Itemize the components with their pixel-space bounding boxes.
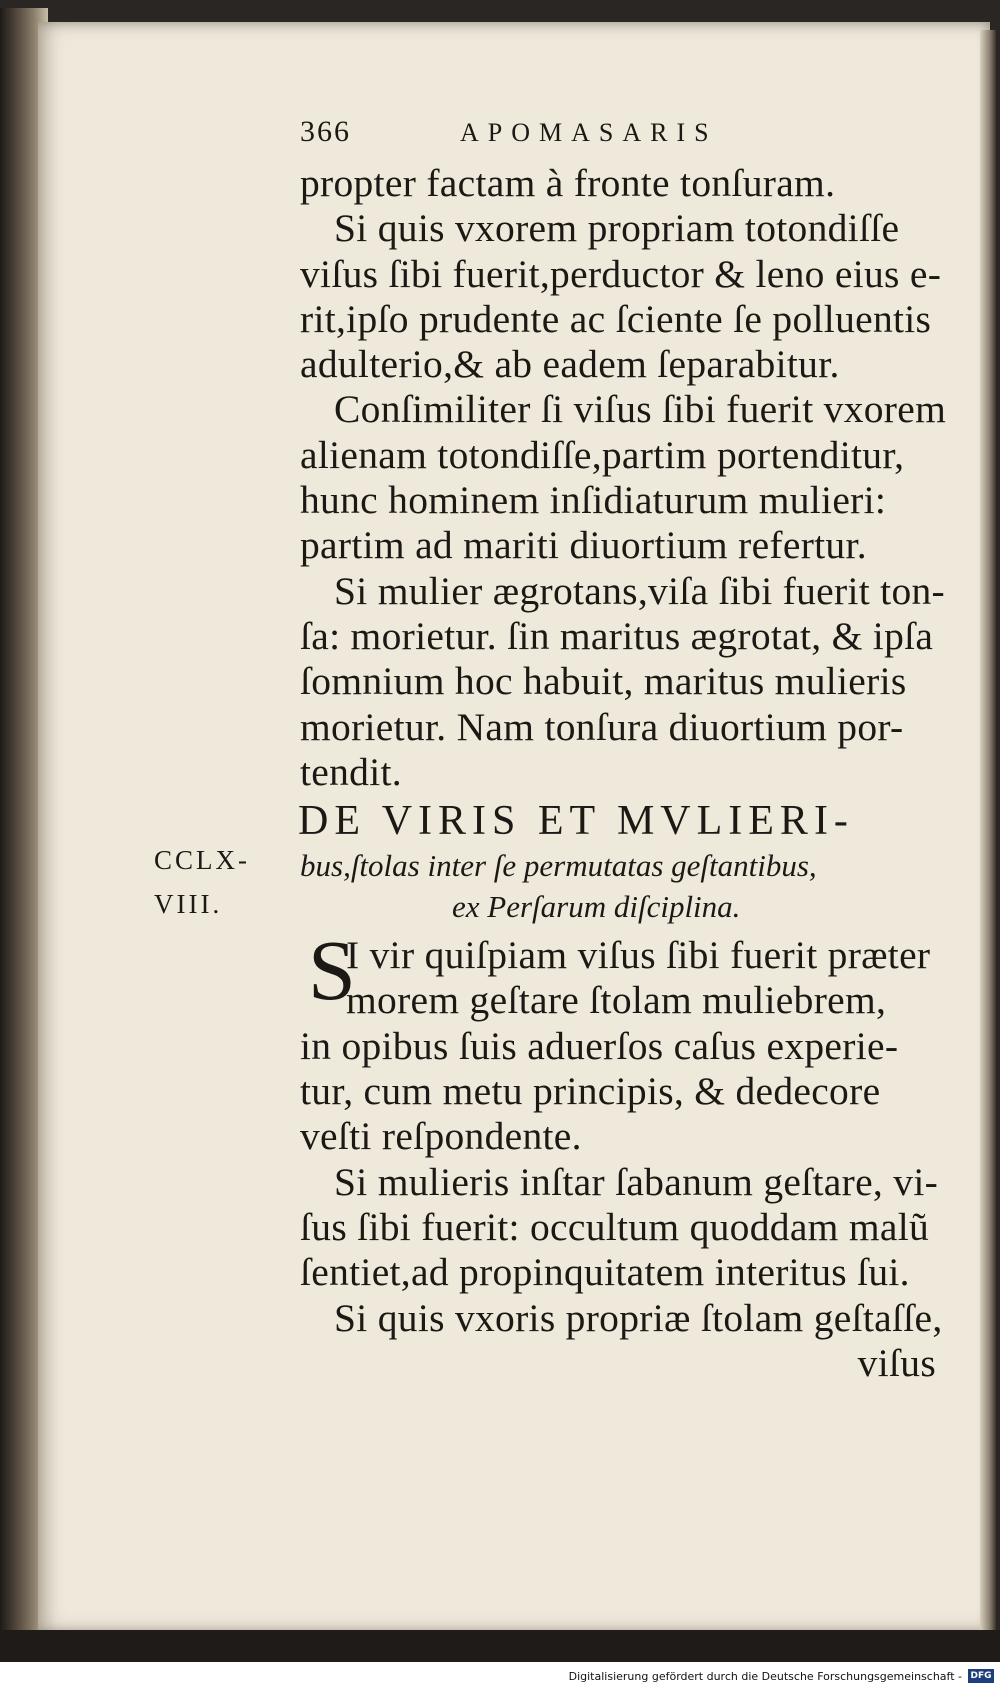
catchword: viſus <box>857 1340 936 1385</box>
page-text-block <box>300 115 950 1386</box>
text-line: morietur. Nam tonſura diuortium por- <box>300 704 904 749</box>
text-line: partim ad mariti diuortium refertur. <box>300 523 867 568</box>
text-line: ſentiet,ad propinquitatem interitus ſui. <box>300 1250 910 1295</box>
text-line: morem geſtare ſtolam muliebrem, <box>346 978 887 1023</box>
chapter-subheading: bus,ſtolas inter ſe permutatas geſtantibus, <box>300 848 817 884</box>
body-top <box>300 161 950 795</box>
running-title: APOMASARIS <box>460 118 718 147</box>
text-line: ſus ſibi fuerit: occultum quoddam malũ <box>300 1204 930 1249</box>
chapter-margin-number <box>154 838 274 926</box>
dfg-logo-icon: DFG <box>968 1669 994 1683</box>
dropcap-paragraph <box>300 922 950 1024</box>
chapter-subheading: ex Perſarum diſciplina. <box>452 889 741 925</box>
drop-cap-initial: S <box>308 922 356 1019</box>
text-line: viſus ſibi fuerit,perductor & leno eius e- <box>300 251 942 296</box>
text-line: Conſimiliter ſi viſus ſibi fuerit vxorem <box>334 387 947 432</box>
text-line: ſa: morietur. ſin maritus ægrotat, & ipſa <box>300 613 934 658</box>
scan-bottom-band <box>0 1630 1000 1662</box>
margin-number-line: VIII. <box>154 889 223 919</box>
text-line: in opibus ſuis aduerſos caſus experie- <box>300 1023 899 1068</box>
body-bottom <box>300 1024 950 1341</box>
text-line: veſti reſpondente. <box>300 1114 582 1159</box>
text-line: rit,ipſo prudente ac ſciente ſe polluentis <box>300 296 932 341</box>
text-line: Si mulier ægrotans,viſa ſibi fuerit ton- <box>334 568 945 613</box>
running-head <box>300 115 950 161</box>
text-line: adulterio,& ab eadem ſeparabitur. <box>300 342 840 387</box>
text-line: alienam totondiſſe,partim portenditur, <box>300 432 905 477</box>
text-line: Si quis vxorem propriam totondiſſe <box>334 206 900 251</box>
text-line: ſomnium hoc habuit, maritus mulieris <box>300 659 907 704</box>
footer-credit <box>0 1662 1000 1690</box>
text-line: propter factam à fronte tonſuram. <box>300 161 836 205</box>
margin-number-line: CCLX- <box>154 845 250 875</box>
chapter-heading: DE VIRIS ET MVLIERI- <box>298 798 854 845</box>
text-line: I vir quiſpiam viſus ſibi fuerit præter <box>346 933 931 978</box>
page-number: 366 <box>300 115 351 148</box>
text-line: tur, cum metu principis, & dedecore <box>300 1069 881 1114</box>
footer-text: Digitalisierung gefördert durch die Deutsche Forschungsgemeinschaft - <box>568 1669 962 1683</box>
text-line: Si mulieris inſtar ſabanum geſtare, vi- <box>334 1159 939 1204</box>
text-line: hunc hominem inſidiaturum mulieri: <box>300 478 887 523</box>
text-line: tendit. <box>300 749 402 794</box>
text-line: Si quis vxoris propriæ ſtolam geſtaſſe, <box>334 1295 943 1340</box>
page-edge <box>980 30 996 1630</box>
